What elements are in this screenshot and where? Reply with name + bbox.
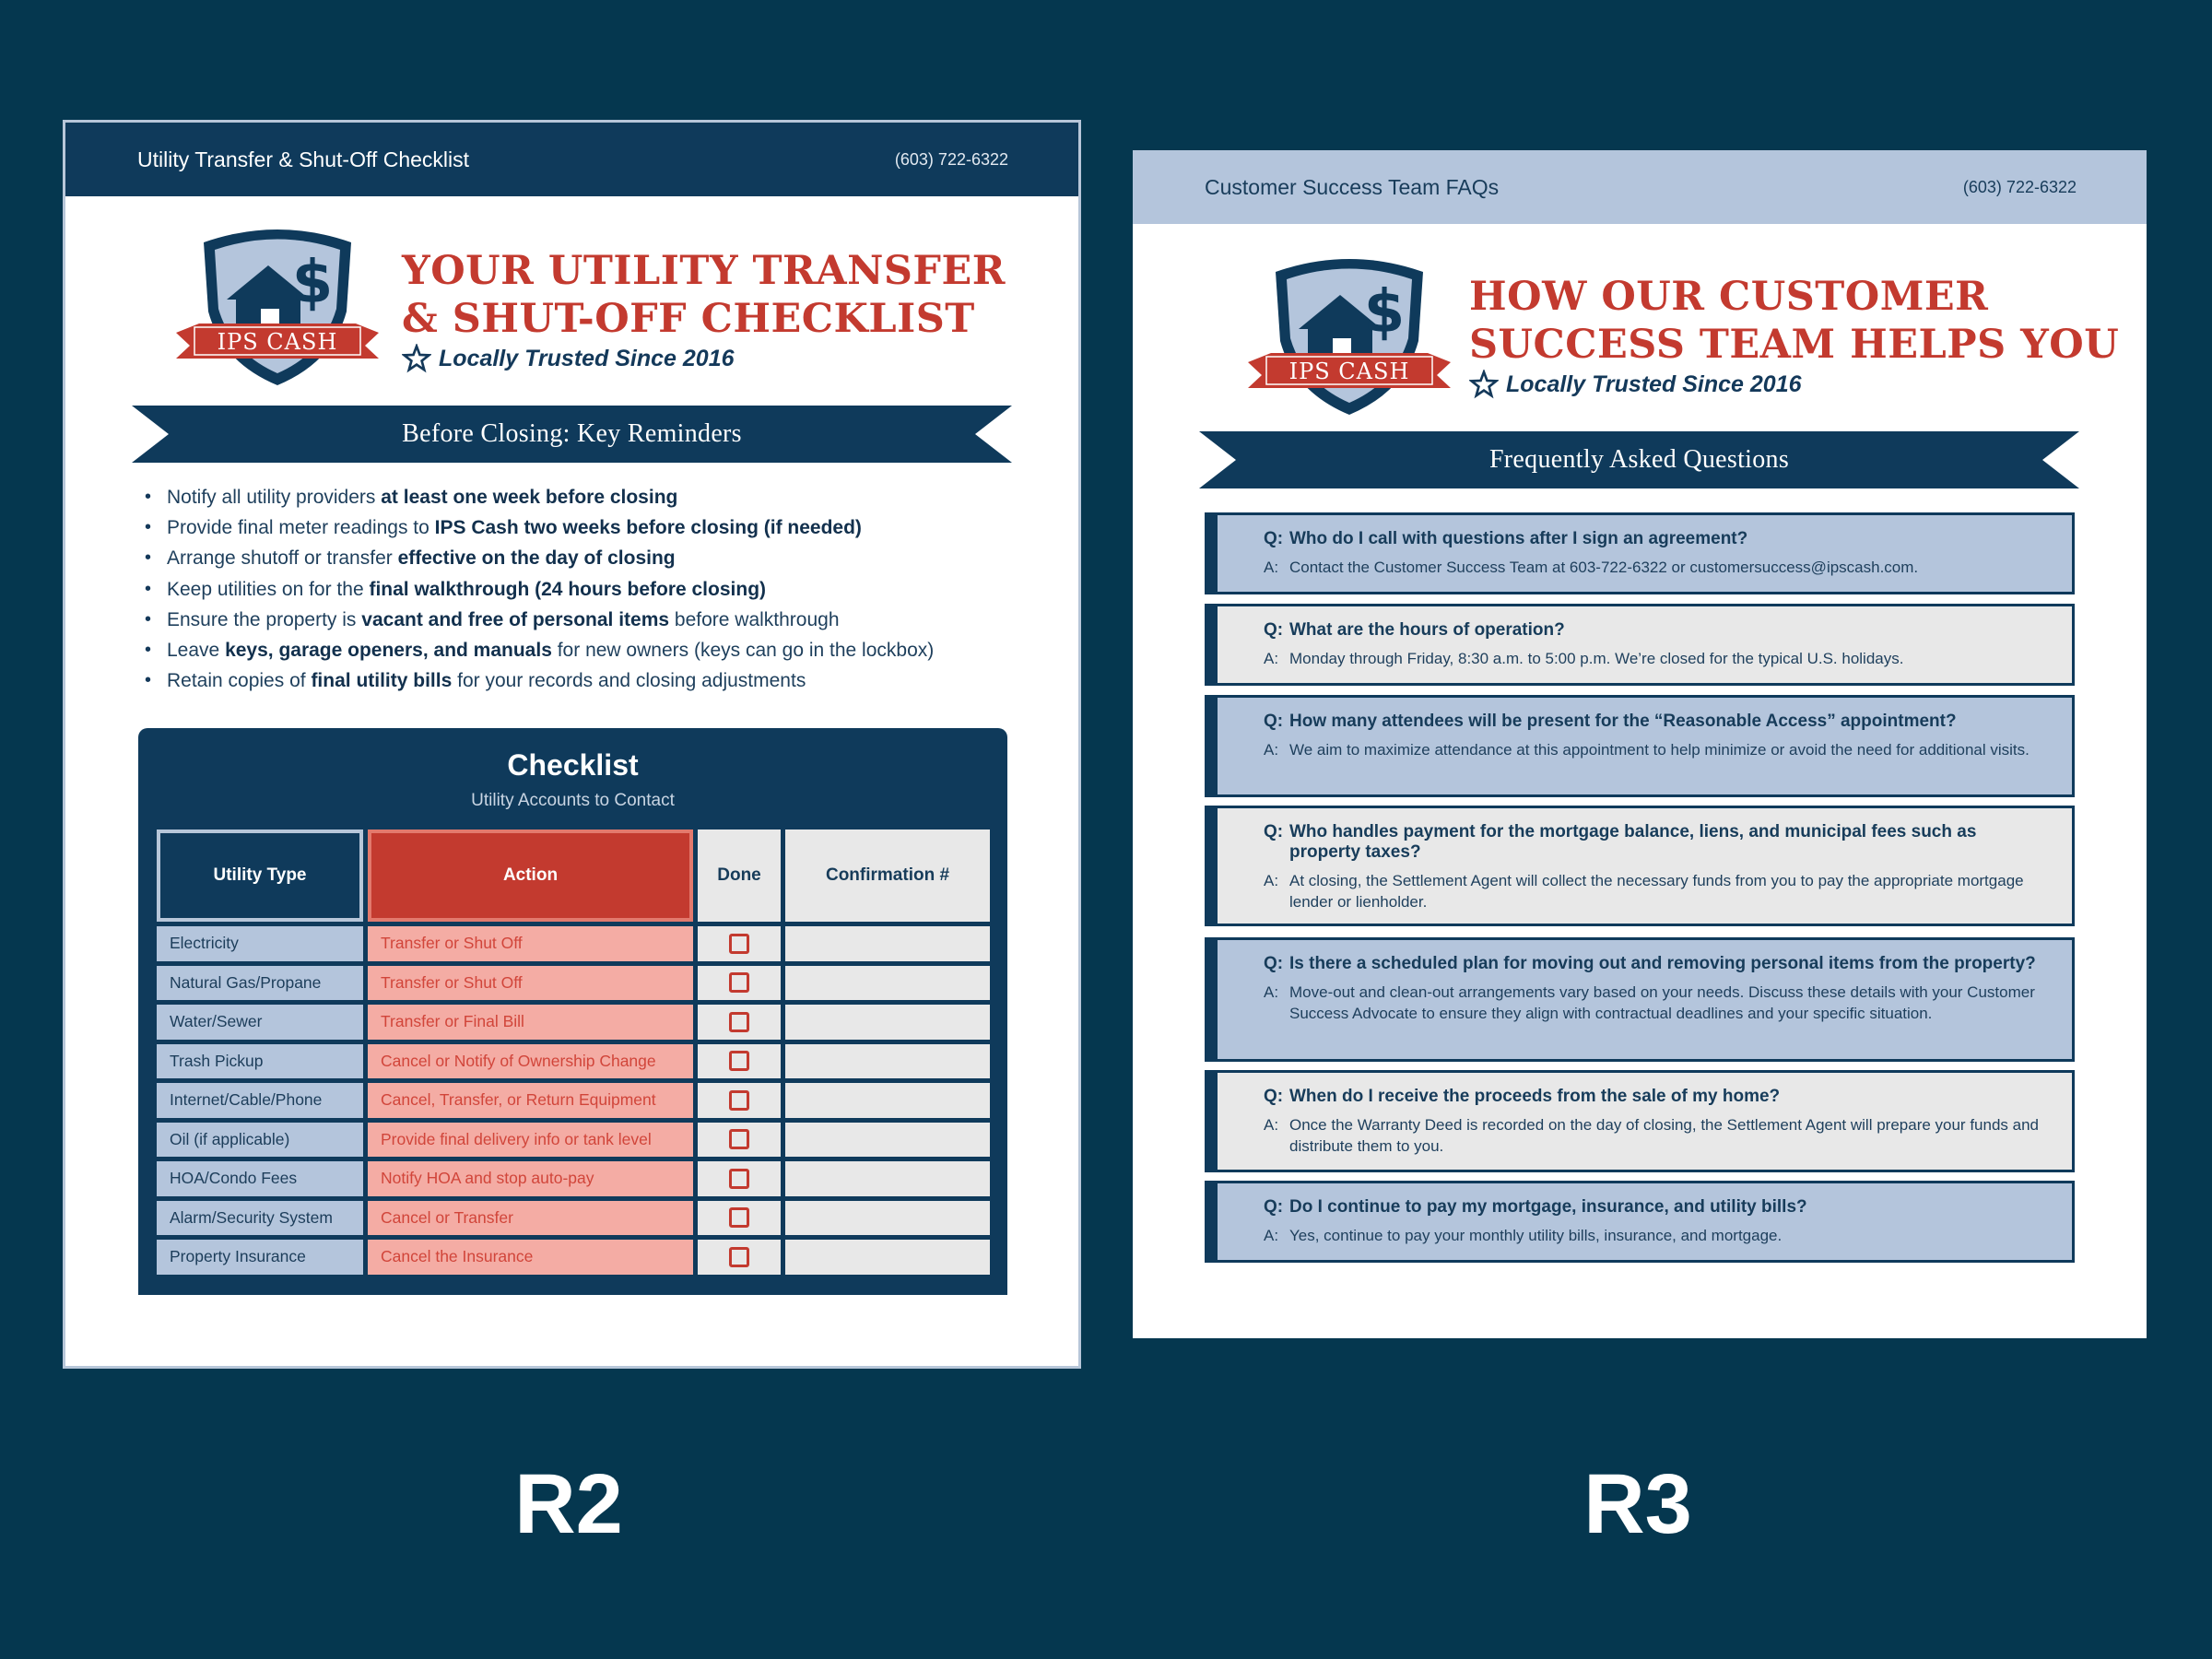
svg-text:$: $ [291,249,334,317]
r3-tagline: Locally Trusted Since 2016 [1469,370,1802,399]
done-checkbox[interactable] [729,1207,749,1228]
done-cell [698,1201,781,1236]
confirmation-cell[interactable] [785,1083,990,1118]
done-cell [698,966,781,1001]
action-cell: Provide final delivery info or tank level [368,1123,693,1158]
faq-question: Q: When do I receive the proceeds from the sale of my home? [1264,1087,1781,1106]
label-r3: R3 [1583,1457,1692,1551]
reminder-item: • Provide final meter readings to IPS Cash two weeks before closing (if needed) [167,512,1033,543]
faq-question: Q: How many attendees will be present for the “Reasonable Access” appointment? [1264,712,1957,731]
table-row [157,1161,1006,1196]
table-row [157,1005,1006,1040]
confirmation-cell[interactable] [785,1240,990,1275]
r2-section-ribbon [132,406,1012,463]
reminder-item: • Keep utilities on for the final walkthrough (24 hours before closing) [167,574,1033,605]
action-cell: Cancel or Transfer [368,1201,693,1236]
table-row [157,1123,1006,1158]
done-checkbox[interactable] [729,1051,749,1071]
col-header-action: Action [368,830,693,922]
r3-section-ribbon [1199,431,2079,488]
faq-answer: A: We aim to maximize attendance at this appointment to help minimize or avoid the need for additional visits. [1264,741,2030,759]
done-cell [698,1005,781,1040]
page-r2-checklist [63,120,1081,1369]
faq-question: Q: Who do I call with questions after I sign an agreement? [1264,529,1748,548]
r3-headline: HOW OUR CUSTOMER SUCCESS TEAM HELPS YOU [1469,274,2120,368]
star-icon [1469,370,1499,399]
star-icon [402,344,431,373]
table-row [157,1083,1006,1118]
utility-type-cell: Electricity [157,926,363,961]
utility-type-cell: Trash Pickup [157,1044,363,1079]
r2-header-title: Utility Transfer & Shut-Off Checklist [137,147,470,171]
table-row [157,926,1006,961]
col-header-confirmation: Confirmation # [785,830,990,922]
faq-answer: A: Monday through Friday, 8:30 a.m. to 5:00 p.m. We’re closed for the typical U.S. holidays. [1264,650,1904,667]
table-row [157,1044,1006,1079]
r2-headline: YOUR UTILITY TRANSFER & SHUT-OFF CHECKLIST [402,248,1006,342]
label-r2: R2 [514,1457,623,1551]
checklist-rows [157,926,1006,1275]
done-cell [698,1044,781,1079]
confirmation-cell[interactable] [785,1123,990,1158]
faq-question: Q: Is there a scheduled plan for moving out and removing personal items from the property? [1264,954,2036,973]
r2-header-bar [65,123,1078,196]
utility-type-cell: Oil (if applicable) [157,1123,363,1158]
action-cell: Cancel, Transfer, or Return Equipment [368,1083,693,1118]
r3-header-title: Customer Success Team FAQs [1205,174,1500,199]
r2-ribbon-title: Before Closing: Key Reminders [402,419,742,448]
action-cell: Cancel or Notify of Ownership Change [368,1044,693,1079]
done-cell [698,1240,781,1275]
done-cell [698,1123,781,1158]
r2-header-phone: (603) 722-6322 [894,149,1008,169]
page-r3-faq [1133,150,2147,1338]
done-checkbox[interactable] [729,1129,749,1149]
done-checkbox[interactable] [729,1169,749,1189]
faq-answer: A: Yes, continue to pay your monthly utility bills, insurance, and mortgage. [1264,1227,1783,1244]
faq-item [1205,806,2075,926]
r2-checklist-panel [138,728,1007,1295]
col-header-done: Done [698,830,781,922]
action-cell: Transfer or Shut Off [368,926,693,961]
r2-tagline: Locally Trusted Since 2016 [402,344,735,373]
done-checkbox[interactable] [729,1090,749,1111]
faq-answer: A: Contact the Customer Success Team at 603-722-6322 or customersuccess@ipscash.com. [1264,559,1919,576]
confirmation-cell[interactable] [785,966,990,1001]
r3-header-bar [1133,150,2147,224]
action-cell: Notify HOA and stop auto-pay [368,1161,693,1196]
reminder-item: • Arrange shutoff or transfer effective on the day of closing [167,543,1033,573]
reminder-item: • Ensure the property is vacant and free of personal items before walkthrough [167,605,1033,635]
r3-ribbon-title: Frequently Asked Questions [1488,445,1790,474]
utility-type-cell: Internet/Cable/Phone [157,1083,363,1118]
faq-question: Q: Who handles payment for the mortgage balance, liens, and municipal fees such as property taxes? [1264,822,1977,862]
faq-item [1205,1070,2075,1172]
r3-ips-cash-logo [1248,253,1451,419]
r2-reminder-list [167,482,1033,696]
table-row [157,1201,1006,1236]
checklist-header-row [157,830,1006,922]
svg-text:$: $ [1363,278,1406,347]
reminder-item: • Leave keys, garage openers, and manuals for new owners (keys can go in the lockbox) [167,635,1033,665]
table-row [157,1240,1006,1275]
action-cell: Transfer or Final Bill [368,1005,693,1040]
done-checkbox[interactable] [729,972,749,993]
reminder-item: • Notify all utility providers at least one week before closing [167,482,1033,512]
r2-logo-text: IPS CASH [217,329,338,355]
faq-item [1205,1181,2075,1263]
done-cell [698,1083,781,1118]
r2-ips-cash-logo [176,224,379,390]
faq-answer: A: At closing, the Settlement Agent will collect the necessary funds from you to pay the appropriate mortgage lender or lienholder. [1264,872,2024,911]
done-cell [698,926,781,961]
faq-item [1205,695,2075,797]
table-row [157,966,1006,1001]
done-checkbox[interactable] [729,934,749,954]
utility-type-cell: Alarm/Security System [157,1201,363,1236]
faq-item [1205,604,2075,686]
confirmation-cell[interactable] [785,1161,990,1196]
faq-item [1205,512,2075,594]
action-cell: Transfer or Shut Off [368,966,693,1001]
confirmation-cell[interactable] [785,1005,990,1040]
confirmation-cell[interactable] [785,1044,990,1079]
done-cell [698,1161,781,1196]
done-checkbox[interactable] [729,1012,749,1032]
r3-header-phone: (603) 722-6322 [1962,177,2077,196]
utility-type-cell: Property Insurance [157,1240,363,1275]
confirmation-cell[interactable] [785,926,990,961]
checklist-title: Checklist [507,748,639,782]
utility-type-cell: Water/Sewer [157,1005,363,1040]
checklist-subtitle: Utility Accounts to Contact [471,791,675,810]
utility-type-cell: HOA/Condo Fees [157,1161,363,1196]
checklist-table [157,830,1006,1279]
faq-question: Q: What are the hours of operation? [1264,620,1565,640]
col-header-utility-type: Utility Type [157,830,363,922]
faq-answer: A: Once the Warranty Deed is recorded on the day of closing, the Settlement Agent will prepare your funds and distribute them to you. [1264,1116,2039,1155]
reminder-item: • Retain copies of final utility bills for your records and closing adjustments [167,665,1033,696]
r3-logo-text: IPS CASH [1288,359,1410,384]
confirmation-cell[interactable] [785,1201,990,1236]
faq-item [1205,937,2075,1062]
faq-question: Q: Do I continue to pay my mortgage, insurance, and utility bills? [1264,1197,1807,1217]
utility-type-cell: Natural Gas/Propane [157,966,363,1001]
action-cell: Cancel the Insurance [368,1240,693,1275]
faq-answer: A: Move-out and clean-out arrangements vary based on your needs. Discuss these details with your Customer Success Advocate to ensure they align with contractual deadlines and your specific situation. [1264,983,2035,1022]
done-checkbox[interactable] [729,1247,749,1267]
